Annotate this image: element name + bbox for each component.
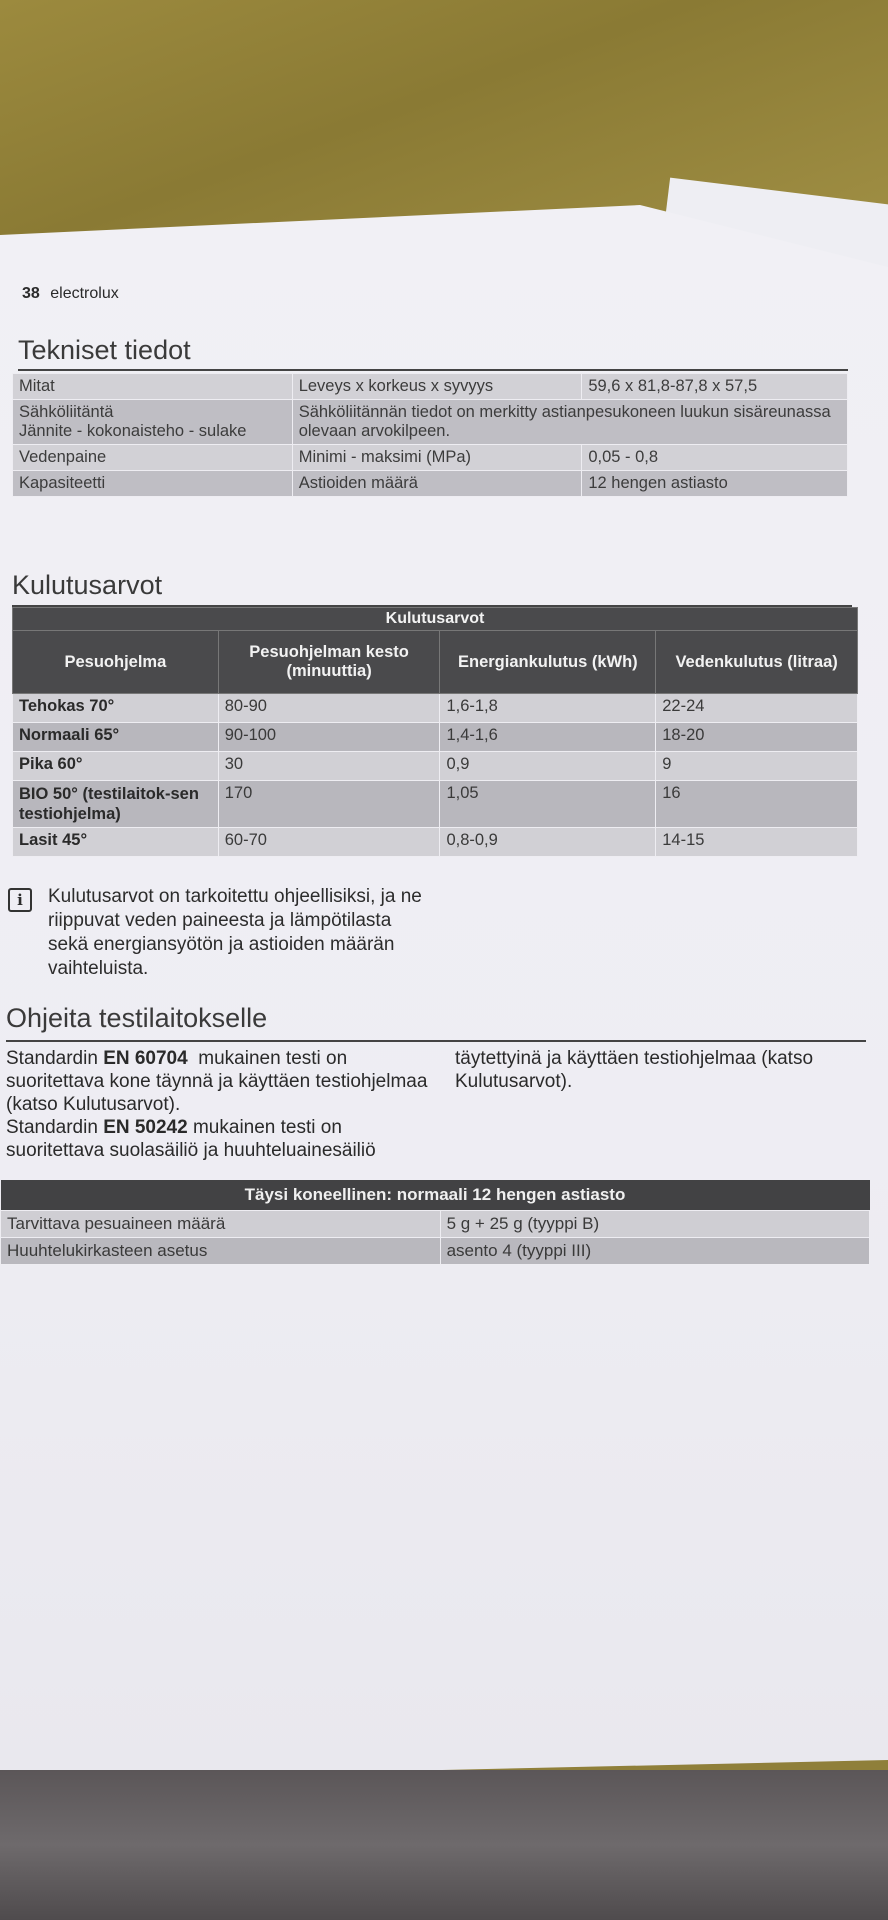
page-number: 38 [22,285,40,302]
column-header: Pesuohjelman kesto (minuuttia) [218,631,440,694]
tech-title: Tekniset tiedot [18,335,191,365]
consumption-title: Kulutusarvot [12,570,163,600]
tech-sub: Minimi - maksimi (MPa) [292,445,582,471]
table-row [13,752,858,781]
energy-cell: 0,9 [440,752,656,781]
test-text: Standardin [6,1048,104,1069]
table-row [13,781,858,828]
table-title-row [1,1180,870,1211]
water-cell: 14-15 [656,828,858,857]
standard-value: 5 g + 25 g (tyyppi B) [440,1211,869,1238]
test-text: mukainen testi on suoritettava suolasäiliö ja huuhteluainesäiliö [6,1117,376,1161]
table-row [13,828,858,857]
program-name: Lasit 45° [13,828,219,857]
standard-code: EN 50242 [103,1117,188,1138]
column-header: Vedenkulutus (litraa) [656,631,858,694]
info-icon: i [8,888,32,912]
energy-cell: 1,4-1,6 [440,723,656,752]
standard-value: asento 4 (tyyppi III) [440,1238,869,1265]
standard-label: Tarvittava pesuaineen määrä [1,1211,441,1238]
duration-cell: 80-90 [218,694,440,723]
standard-label: Huuhtelukirkasteen asetus [1,1238,441,1265]
water-cell: 22-24 [656,694,858,723]
program-name: BIO 50° (testilaitok-sen testiohjelma) [13,781,219,828]
test-left-column [6,1047,436,1162]
standard-code: EN 60704 [103,1048,188,1069]
column-header: Energiankulutus (kWh) [440,631,656,694]
standard-table-title: Täysi koneellinen: normaali 12 hengen astiasto [1,1180,870,1211]
duration-cell: 90-100 [218,723,440,752]
tech-label: Mitat [13,374,293,400]
table-row [13,723,858,752]
standard-table [0,1180,870,1265]
table-header-row [13,631,858,694]
test-title: Ohjeita testilaitokselle [6,1003,268,1033]
table-row [13,471,848,497]
table-row [1,1211,870,1238]
water-cell: 18-20 [656,723,858,752]
tech-value: 12 hengen astiasto [582,471,848,497]
consumption-note [8,885,428,981]
table-row [1,1238,870,1265]
background-surface-bottom [0,1770,888,1920]
tech-rule [18,369,848,371]
duration-cell: 60-70 [218,828,440,857]
table-title-row [13,608,858,631]
page-header [22,285,119,303]
duration-cell: 30 [218,752,440,781]
tech-value: 59,6 x 81,8-87,8 x 57,5 [582,374,848,400]
brand-name: electrolux [50,285,119,302]
tech-sub: Astioiden määrä [292,471,582,497]
tech-sub: Sähköliitännän tiedot on merkitty astianpesukoneen luukun sisäreunassa olevaan arvokilpeen. [292,400,847,445]
table-row [13,400,848,445]
duration-cell: 170 [218,781,440,828]
program-name: Normaali 65° [13,723,219,752]
energy-cell: 1,05 [440,781,656,828]
program-name: Tehokas 70° [13,694,219,723]
water-cell: 16 [656,781,858,828]
tech-table [12,373,848,497]
note-text: Kulutusarvot on tarkoitettu ohjeellisiksi, ja ne riippuvat veden paineesta ja lämpötilasta sekä energiansyötön ja astioiden määrän vaihteluista. [48,886,422,979]
table-row [13,445,848,471]
energy-cell: 0,8-0,9 [440,828,656,857]
energy-cell: 1,6-1,8 [440,694,656,723]
tech-value: 0,05 - 0,8 [582,445,848,471]
test-right-column: täytettyinä ja käyttäen testiohjelmaa (katso Kulutusarvot). [455,1048,814,1092]
water-cell: 9 [656,752,858,781]
table-row [13,374,848,400]
tech-sub: Leveys x korkeus x syvyys [292,374,582,400]
column-header: Pesuohjelma [13,631,219,694]
test-text: Standardin [6,1117,104,1138]
consumption-table [12,607,858,857]
tech-label: Sähköliitäntä Jännite - kokonaisteho - sulake [13,400,293,445]
program-name: Pika 60° [13,752,219,781]
test-rule [6,1040,866,1042]
consumption-table-title: Kulutusarvot [13,608,858,631]
tech-label: Kapasiteetti [13,471,293,497]
table-row [13,694,858,723]
tech-label: Vedenpaine [13,445,293,471]
test-text: mukainen testi on suoritettava kone täynnä ja käyttäen testiohjelmaa (katso Kulutusarvot). [6,1048,433,1115]
